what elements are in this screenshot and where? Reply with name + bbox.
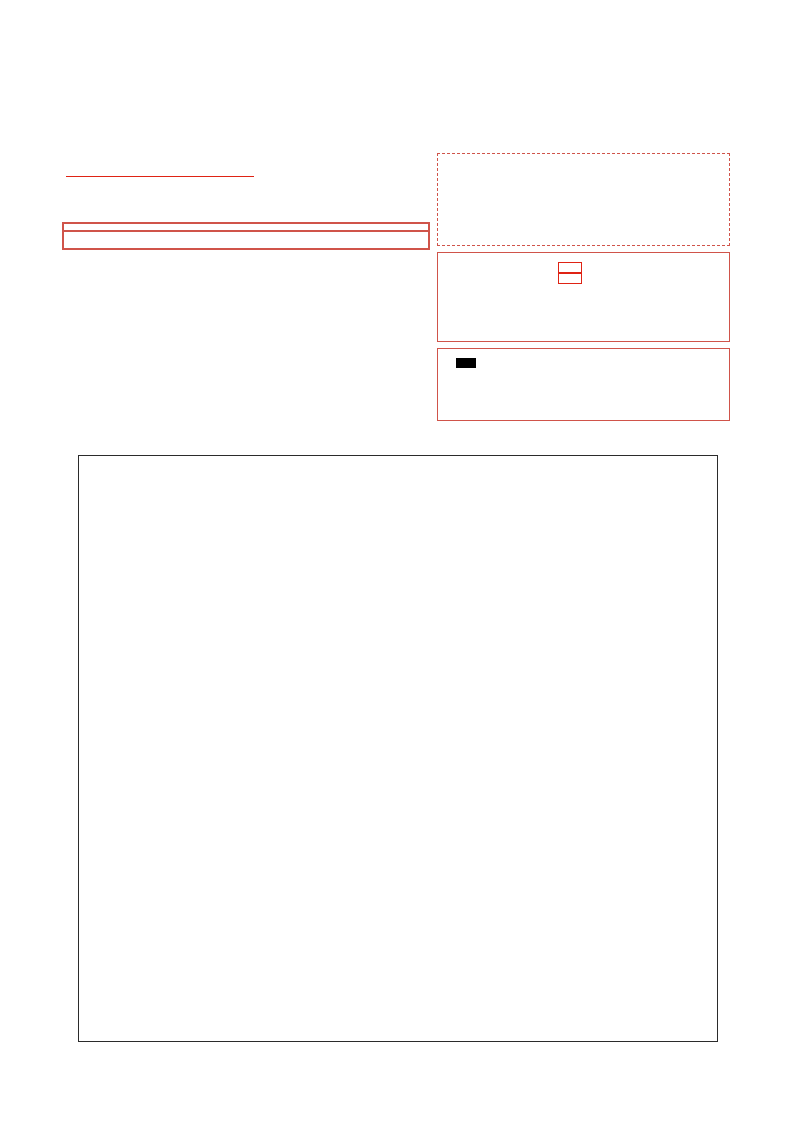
page-subtitle [0,119,792,143]
absent-mark-checkbox[interactable] [558,262,582,273]
notice-box [62,222,430,250]
violation-mark-checkbox[interactable] [558,273,582,284]
proctor-box [437,252,730,342]
name-row [62,163,254,181]
top-timing-marks [33,31,759,53]
subtitle-separator [394,119,398,142]
notice-title [64,224,428,232]
fill-sample-box [437,348,730,421]
answer-area-box [78,455,718,1042]
notice-body [64,232,428,248]
correct-fill-mark [456,358,476,368]
barcode-area [437,153,730,246]
name-input-line[interactable] [66,163,254,177]
